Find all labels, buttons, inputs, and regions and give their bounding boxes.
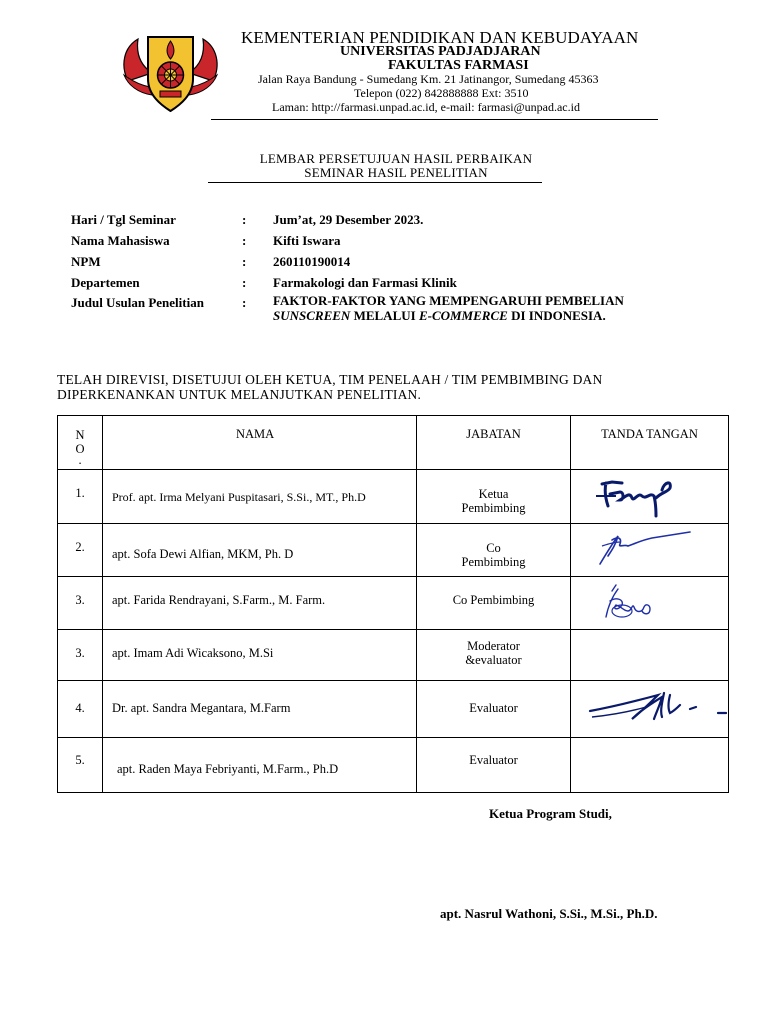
judul-sunscreen: SUNSCREEN — [273, 308, 351, 323]
row-jabatan-1: Co Pembimbing — [452, 593, 535, 607]
row-jabatan-1: Moderator — [467, 639, 520, 653]
row-jabatan-1: Evaluator — [469, 753, 518, 767]
judul-line2 — [273, 308, 606, 324]
judul-ecommerce: E-COMMERCE — [418, 308, 508, 323]
row-jabatan-1: Co — [486, 541, 501, 555]
signature-3 — [572, 577, 727, 625]
judul-melalui: MELALUI — [350, 308, 419, 323]
table-row — [58, 738, 729, 793]
approval-table — [57, 415, 729, 793]
signature-1 — [572, 470, 727, 519]
row-no: 4. — [75, 701, 85, 715]
header-no-n: N — [75, 428, 85, 442]
npm-value: 260110190014 — [273, 254, 351, 269]
dept-value: Farmakologi dan Farmasi Klinik — [273, 275, 457, 290]
row-jabatan-1: Evaluator — [469, 701, 518, 715]
header-jabatan-text: JABATAN — [466, 427, 521, 441]
row-jabatan-2: Pembimbing — [461, 501, 526, 515]
date-colon: : — [242, 212, 247, 227]
header-no-o: O — [75, 442, 85, 456]
row-no: 3. — [75, 646, 85, 660]
row-no: 3. — [75, 593, 85, 607]
row-no: 5. — [75, 753, 85, 767]
signature-5 — [572, 681, 727, 733]
signature-2 — [572, 524, 727, 572]
date-value: Jum’at, 29 Desember 2023. — [273, 212, 424, 227]
name-label: Nama Mahasiswa — [71, 233, 170, 248]
row-jabatan-2: Pembimbing — [461, 555, 526, 569]
letterhead-university: UNIVERSITAS PADJADJARAN — [340, 44, 541, 59]
header-no-dot: . — [78, 453, 82, 467]
header-no — [58, 416, 103, 470]
ketua-prodi-label: Ketua Program Studi, — [489, 806, 612, 821]
row-no: 1. — [75, 486, 85, 500]
statement-line2: DIPERKENANKAN UNTUK MELANJUTKAN PENELITIAN. — [57, 387, 422, 402]
name-colon: : — [242, 233, 247, 248]
row-nama: Dr. apt. Sandra Megantara, M.Farm — [112, 701, 291, 715]
header-nama — [103, 416, 417, 470]
npm-label: NPM — [71, 254, 101, 269]
date-label: Hari / Tgl Seminar — [71, 212, 176, 227]
letterhead-web: Laman: http://farmasi.unpad.ac.id, e-mail: farmasi@unpad.ac.id — [272, 100, 580, 114]
header-nama-text: NAMA — [236, 427, 275, 441]
university-logo — [118, 29, 223, 115]
statement-line1: TELAH DIREVISI, DISETUJUI OLEH KETUA, TIM PENELAAH / TIM PEMBIMBING DAN — [57, 372, 603, 387]
judul-line1: FAKTOR-FAKTOR YANG MEMPENGARUHI PEMBELIAN — [273, 293, 624, 308]
row-jabatan-1: Ketua — [478, 487, 509, 501]
judul-indonesia: DI INDONESIA. — [507, 308, 606, 323]
judul-colon: : — [242, 295, 247, 310]
judul-label: Judul Usulan Penelitian — [71, 295, 204, 310]
npm-colon: : — [242, 254, 247, 269]
letterhead-address: Jalan Raya Bandung - Sumedang Km. 21 Jatinangor, Sumedang 45363 — [258, 72, 599, 86]
row-nama: apt. Raden Maya Febriyanti, M.Farm., Ph.D — [117, 762, 339, 776]
table-row — [58, 577, 729, 630]
table-row — [58, 470, 729, 524]
letterhead-phone: Telepon (022) 842888888 Ext: 3510 — [354, 86, 529, 100]
name-value: Kifti Iswara — [273, 233, 341, 248]
header-jabatan — [417, 416, 571, 470]
header-ttd — [571, 416, 729, 470]
table-row — [58, 630, 729, 681]
table-header-row — [58, 416, 729, 470]
dept-colon: : — [242, 275, 247, 290]
title-underline — [208, 182, 542, 183]
table-row — [58, 681, 729, 738]
row-nama: apt. Sofa Dewi Alfian, MKM, Ph. D — [112, 547, 294, 561]
ketua-prodi-name: apt. Nasrul Wathoni, S.Si., M.Si., Ph.D. — [440, 906, 658, 921]
row-nama: apt. Farida Rendrayani, S.Farm., M. Farm. — [112, 593, 326, 607]
letterhead-faculty: FAKULTAS FARMASI — [388, 58, 529, 73]
letterhead-ministry: KEMENTERIAN PENDIDIKAN DAN KEBUDAYAAN — [241, 28, 639, 47]
dept-label: Departemen — [71, 275, 140, 290]
letterhead-divider — [211, 119, 658, 120]
header-ttd-text: TANDA TANGAN — [601, 427, 698, 441]
document-title-line1: LEMBAR PERSETUJUAN HASIL PERBAIKAN — [259, 151, 533, 166]
row-no: 2. — [75, 540, 85, 554]
row-nama: Prof. apt. Irma Melyani Puspitasari, S.Si., MT., Ph.D — [112, 490, 366, 504]
table-row — [58, 524, 729, 577]
row-jabatan-2: &evaluator — [465, 653, 522, 667]
row-nama: apt. Imam Adi Wicaksono, M.Si — [112, 646, 274, 660]
document-title-line2: SEMINAR HASIL PENELITIAN — [304, 165, 488, 180]
